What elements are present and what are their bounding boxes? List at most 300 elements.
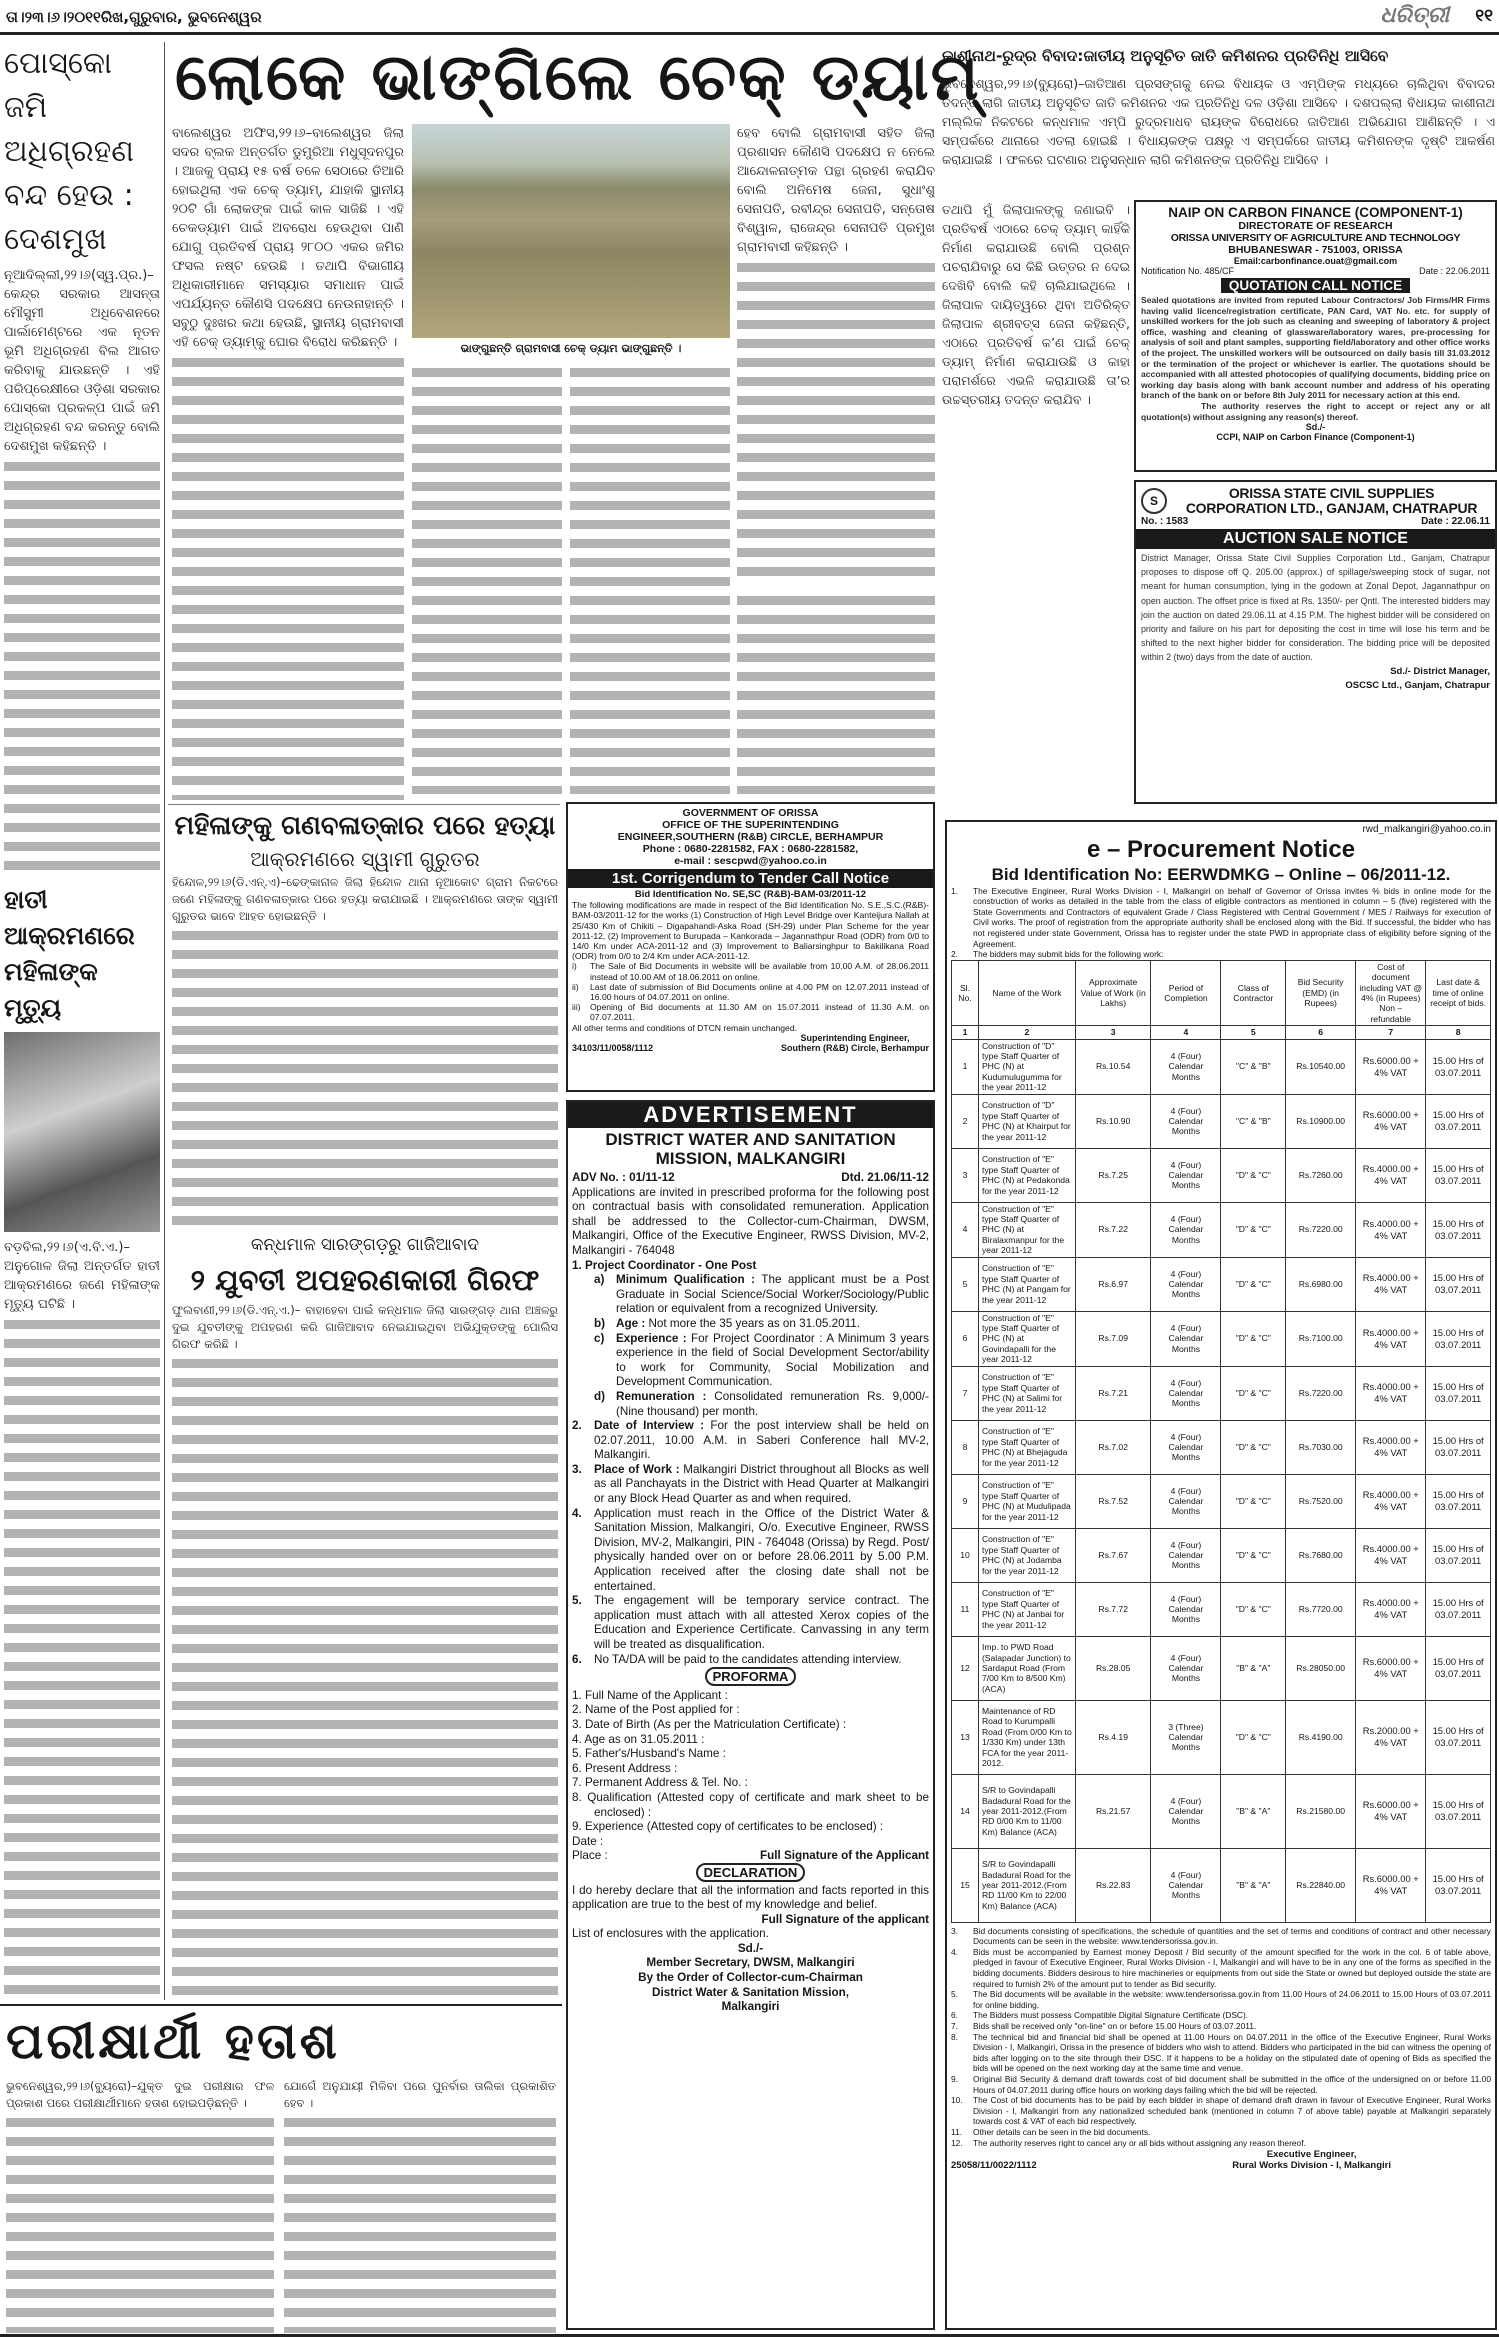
main-body-2: ହେବ ବୋଲି ଗ୍ରାମବାସୀ ସହିତ ଜିଲା ପ୍ରଶାସନ କୌଣସି ପଦକ୍ଷେପ ନ ନେଲେ ଆନ୍ଦୋଳନାତ୍ମକ ପନ୍ଥା ଗ୍ରହଣ କରାଯିବ ବୋଲି ଅନିମେଷ ଜେନା, ସୁଧାଂଶୁ ସେନାପତି, ରବୀନ୍ଦ୍ର ସେନାପତି, ସନ୍ତୋଷ ବିଶ୍ୱାଳ, ରାଜେନ୍ଦ୍ର ସେନାପତି ପ୍ରମୁଖ ଗ୍ରାମବାସୀ କହିଛନ୍ତି । [737, 126, 935, 255]
rape-body: ହିନ୍ଦୋଳ,୨୨।୬(ଡି.ଏନ୍.ଏ)–ଢେଙ୍କାନାଳ ଜିଲା ହିନ୍ଦୋଳ ଥାନା ନୂଆକୋଟ ଗ୍ରାମ ନିକଟରେ ଜଣେ ମହିଳାଙ୍କୁ ଗଣବଳାତ୍କାର ପରେ ହତ୍ୟା କରାଯାଇଛି । ଆକ୍ରମଣରେ ତାଙ୍କ ସ୍ୱାମୀ ଗୁରୁତର ଭାବେ ଆହତ ହୋଇଛନ୍ତି । [172, 875, 558, 923]
eproc-note-content: Bids must be accompanied by Earnest money Deposit / Bid security of the amount specified for the work in the col. 6 of table above, pledged in favour of Executive Engineer, Rural Works Division - I, Malkangiri and will have to be in any one of the forms as specified in the bidding documents. Bidders desirous to hire machineries or equipments from out side the State or owned but deployed outside the state are required to furnish 2% of the amount put to tender as Bid security. [973, 1946, 1491, 1989]
dwsm-point-number: 5. [572, 1594, 582, 1608]
dwsm-point-content: No TA/DA will be paid to the candidates attending interview. [594, 1652, 902, 1666]
cell-sl-no: 6 [952, 1311, 979, 1366]
cell-emd: Rs.28050.00 [1286, 1636, 1356, 1700]
dwsm-point [572, 1463, 929, 1507]
cell-emd: Rs.10540.00 [1286, 1039, 1356, 1094]
eproc-note [951, 2138, 1491, 2149]
dwsm-sd: Sd./- [737, 1941, 764, 1955]
cell-sl-no: 8 [952, 1420, 979, 1474]
proforma-signature-label: Full Signature of the Applicant [759, 1849, 929, 1863]
column-header: Last date & time of online receipt of bids. [1426, 960, 1491, 1025]
proforma-item: 9. Experience (Attested copy of certificates to be enclosed) : [572, 1820, 884, 1834]
cell-last-date: 15.00 Hrs of 03.07.2011 [1426, 1148, 1491, 1202]
dwsm-sign-4: Malkangiri [721, 2000, 780, 2014]
table-row [952, 1366, 1491, 1420]
proforma-item: 1. Full Name of the Applicant : [572, 1688, 728, 1702]
corrigendum-org-3: ENGINEER,SOUTHERN (R&B) CIRCLE, BERHAMPUR [617, 831, 884, 843]
cell-doc-cost: Rs.6000.00 + 4% VAT [1356, 1848, 1426, 1922]
declaration-text: I do hereby declare that all the information and facts reported in this application are true to the best of my knowledge and belief. [572, 1883, 929, 1912]
corrigendum-items [572, 961, 929, 1022]
column-header: Bid Security (EMD) (in Rupees) [1286, 960, 1356, 1025]
eproc-sign-1: Executive Engineer, [1266, 2149, 1357, 2161]
eproc-note-content: Other details can be seen in the bid documents. [973, 2126, 1151, 2137]
table-row [952, 1202, 1491, 1257]
oscsc-logo-letter: S [1149, 494, 1158, 508]
corrigendum-item-content: Last date of submission of Bid Documents online at 4.00 PM on 12.07.2011 instead of 16.00 hours of 04.07.2011 on online. [590, 981, 929, 1003]
posco-headline: ପୋସ୍କୋ ଜମି ଅଧିଗ୍ରହଣ ବନ୍ଦ ହେଉ : ଦେଶମୁଖ [4, 46, 134, 257]
header-rule [0, 32, 1499, 35]
table-row [952, 1774, 1491, 1848]
dwsm-adv-no: ADV No. : 01/11-12 [572, 1171, 675, 1184]
eproc-note-text [973, 2021, 1491, 2032]
cell-emd: Rs.7520.00 [1286, 1474, 1356, 1528]
corrigendum-notice [566, 802, 935, 1092]
cell-emd: Rs.22840.00 [1286, 1848, 1356, 1922]
oscsc-banner: AUCTION SALE NOTICE [1136, 529, 1495, 549]
corrigendum-sign-1: Superintending Engineer, [800, 1032, 910, 1043]
eproc-intro-item-content: The bidders may submit bids for the following work: [973, 949, 1164, 960]
dwsm-post-detail-label: Experience : [616, 1331, 687, 1345]
proforma-item: 8. Qualification (Attested copy of certificate and mark sheet to be enclosed) : [572, 1790, 929, 1819]
cell-emd: Rs.21580.00 [1286, 1774, 1356, 1848]
main-body-col-3 [412, 362, 562, 794]
proforma-item: 7. Permanent Address & Tel. No. : [572, 1776, 748, 1790]
corrigendum-ref: 34103/11/0058/1112 [572, 1043, 654, 1054]
cell-period: 4 (Four) Calendar Months [1151, 1848, 1221, 1922]
eproc-note-text [973, 2010, 1491, 2021]
corrigendum-item-text [590, 982, 929, 1002]
oscsc-title-1: ORISSA STATE CIVIL SUPPLIES [1228, 485, 1435, 501]
exam-text-continued [6, 2112, 274, 2333]
column-header: Sl. No. [952, 960, 979, 1025]
cell-work-name: Construction of "E" type Staff Quarter of PHC (N) at Pangam for the year 2011-12 [978, 1257, 1075, 1311]
eproc-note-content: Bid documents consisting of specifications, the schedule of quantities and the set of terms and conditions of contract and other necessary Documents can be seen in the website: www.tendersorissa.gov.in. [973, 1925, 1491, 1947]
cell-class: "B" & "A" [1221, 1774, 1286, 1848]
cell-value: Rs.28.05 [1075, 1636, 1150, 1700]
dwsm-post-detail-text [616, 1332, 929, 1390]
cell-sl-no: 14 [952, 1774, 979, 1848]
eproc-note-content: The Bid documents will be available in the website: www.tendersorissa.gov.in from 11.00 Hours of 24.06.2011 to 15.00 Hours of 03.07.2011 for online bidding. [973, 1989, 1491, 2010]
declaration-signature-label: Full Signature of the applicant [761, 1912, 929, 1926]
section-rule-bottom [0, 2004, 562, 2006]
cell-work-name: Maintenance of RD Road to Kurumpalli Road (From 0/00 Km to 1/330 Km) under 13th FCA for the year 2011-2012. [978, 1700, 1075, 1774]
naip-reserve: The authority reserves the right to accept or reject any or all quotation(s) without assigning any reason(s) thereof. [1141, 400, 1490, 422]
cell-period: 4 (Four) Calendar Months [1151, 1202, 1221, 1257]
cell-doc-cost: Rs.6000.00 + 4% VAT [1356, 1094, 1426, 1148]
naip-quotation-notice [1134, 200, 1497, 472]
cell-sl-no: 2 [952, 1094, 979, 1148]
cell-sl-no: 11 [952, 1582, 979, 1636]
masthead: ଧରିତ୍ରୀ [1380, 3, 1449, 28]
cell-period: 4 (Four) Calendar Months [1151, 1420, 1221, 1474]
dwsm-post-detail [594, 1317, 929, 1332]
eproc-note-number: 3. [951, 1925, 958, 1936]
cell-emd: Rs.7220.00 [1286, 1202, 1356, 1257]
cell-class: "D" & "C" [1221, 1257, 1286, 1311]
dwsm-banner: ADVERTISEMENT [568, 1102, 933, 1128]
column-number: 3 [1075, 1026, 1150, 1039]
cell-doc-cost: Rs.4000.00 + 4% VAT [1356, 1420, 1426, 1474]
cell-work-name: Construction of "D" type Staff Quarter of PHC (N) at Khairput for the year 2011-12 [978, 1094, 1075, 1148]
eproc-note-content: Original Bid Security & demand draft towards cost of bid document shall be submitted in the office of the undersigned on or before 11.00 Hours of 04.07.2011 during office hours on working days failing which the bid will be rejected. [973, 2074, 1491, 2095]
cell-emd: Rs.7030.00 [1286, 1420, 1356, 1474]
column-number: 6 [1286, 1026, 1356, 1039]
dwsm-point-label: Date of Interview : [594, 1419, 704, 1433]
table-row [952, 1039, 1491, 1094]
dwsm-point-content: The engagement will be temporary service contract. The application must attach with all attested Xerox copies of the Education and Experience Certificate. Canvassing in any term will be treated as disqualification. [594, 1594, 929, 1651]
naip-sd: Sd./- [1305, 422, 1326, 433]
posco-body: ନୂଆଦିଲ୍ଲୀ,୨୨।୬(ସ୍ୱ.ପ୍ର.)–କେନ୍ଦ୍ର ସରକାର ଆସନ୍ତା ମୌସୁମୀ ଅଧିବେଶନରେ ପାର୍ଲାମେଣ୍ଟରେ ଏକ ନୂତନ ଭୂମି ଅଧିଗ୍ରହଣ ବିଲ ଆଗତ କରିବାକୁ ଯାଉଛନ୍ତି । ଏହି ପରିପ୍ରେକ୍ଷୀରେ ଓଡ଼ିଶା ସରକାର ପୋସ୍କୋ ପ୍ରକଳ୍ପ ପାଇଁ ଜମି ଅଧିଗ୍ରହଣ ବନ୍ଦ କରନ୍ତୁ ବୋଲି ଦେଶମୁଖ କହିଛନ୍ତି । [4, 268, 160, 454]
cell-last-date: 15.00 Hrs of 03.07.2011 [1426, 1366, 1491, 1420]
dwsm-post-detail-content: Consolidated remuneration Rs. 9,000/- (Nine thousand) per month. [616, 1389, 929, 1418]
eproc-bid-id: Bid Identification No: EERWDMKG – Online – 06/2011-12. [991, 864, 1451, 884]
column-number: 1 [952, 1026, 979, 1039]
cell-value: Rs.7.25 [1075, 1148, 1150, 1202]
corrigendum-item-number: i) [572, 961, 577, 972]
section-rule [168, 804, 560, 805]
cell-value: Rs.7.72 [1075, 1582, 1150, 1636]
cell-class: "B" & "A" [1221, 1636, 1286, 1700]
eproc-note-content: The Bidders must possess Compatible Digital Signature Certificate (DSC). [973, 2010, 1249, 2021]
dwsm-point-text [594, 1463, 929, 1507]
cell-last-date: 15.00 Hrs of 03.07.2011 [1426, 1528, 1491, 1582]
cell-last-date: 15.00 Hrs of 03.07.2011 [1426, 1774, 1491, 1848]
cell-emd: Rs.6980.00 [1286, 1257, 1356, 1311]
eproc-footer [951, 2150, 1491, 2171]
main-body-col-5 [737, 590, 935, 794]
dwsm-point-number: 4. [572, 1506, 582, 1520]
dwsm-ref-row [572, 1171, 929, 1186]
proforma-item: 6. Present Address : [572, 1761, 678, 1775]
cell-last-date: 15.00 Hrs of 03.07.2011 [1426, 1257, 1491, 1311]
dwsm-title: DISTRICT WATER AND SANITATION MISSION, MALKANGIRI [605, 1130, 896, 1168]
proforma-heading [572, 1670, 929, 1686]
cell-period: 4 (Four) Calendar Months [1151, 1474, 1221, 1528]
oscsc-auction-notice [1134, 480, 1497, 804]
cell-period: 4 (Four) Calendar Months [1151, 1774, 1221, 1848]
column-header: Class of Contractor [1221, 960, 1286, 1025]
main-text-continued [172, 352, 404, 800]
dwsm-point-number: 3. [572, 1462, 582, 1476]
eproc-note-number: 5. [951, 1989, 958, 2000]
eproc-intro-item-text [973, 886, 1491, 950]
cell-class: "D" & "C" [1221, 1311, 1286, 1366]
declaration-heading [572, 1866, 929, 1882]
eproc-sign-2: Rural Works Division - I, Malkangiri [1232, 2159, 1391, 2171]
corrigendum-email: e-mail : sescpwd@yahoo.co.in [674, 855, 827, 867]
dwsm-point-content: Malkangiri District throughout all Blocks as well as all Panchayats in the District with Head Quarter at Malkangiri or any Block Head Quarter as and when required. [594, 1462, 929, 1506]
dwsm-sign-1: Member Secretary, DWSM, Malkangiri [646, 1956, 855, 1970]
dwsm-point-text [594, 1594, 929, 1652]
cell-class: "D" & "C" [1221, 1202, 1286, 1257]
cell-sl-no: 1 [952, 1039, 979, 1094]
eproc-note [951, 1947, 1491, 1989]
eproc-note-content: The Cost of bid documents has to be paid by each bidder in shape of demand draft drawn in favour of Executive Engineer, Rural Works Division - I, Malkangiri from any nationalized scheduled bank (mentioned in column 7 of above table) payable at Malkangiri separately towards cost & VAT of each bid respectively. [973, 2095, 1491, 2127]
column-number: 4 [1151, 1026, 1221, 1039]
kidnap-article [172, 1232, 558, 2002]
proforma-item: 5. Father's/Husband's Name : [572, 1747, 726, 1761]
cell-work-name: Construction of "E" type Staff Quarter of PHC (N) at Pedakonda for the year 2011-12 [978, 1148, 1075, 1202]
dwsm-point-label: Place of Work : [594, 1462, 680, 1476]
cell-last-date: 15.00 Hrs of 03.07.2011 [1426, 1094, 1491, 1148]
cell-value: Rs.7.52 [1075, 1474, 1150, 1528]
eproc-note-text [973, 2074, 1491, 2095]
cell-last-date: 15.00 Hrs of 03.07.2011 [1426, 1420, 1491, 1474]
dwsm-post-detail-label: Minimum Qualification : [616, 1273, 755, 1287]
corrigendum-intro: The following modifications are made in respect of the Bid Identification No. S.E.,S.C.(R&B)-BAM-03/2011-12 for the works (1) Construction of High Level Bridge over Kanteijura Nallah at 25/430 Km of Chikiti – Digapahandi-Aska Road (SH-29) under Plan Scheme for the year 2011-12, (2) Improvement to Burupada – Kankorada – Jagannathpur Road (ODR) from 0/0 to 14/0 Km under ACA-2011-12 and (3) Improvement to Baliarsinghpur to Bakilikana Road (ODR) from 0/0 to 2/4 Km under ACA-2011-12. [572, 900, 929, 962]
eproc-note-content: Bids shall be received only "on-line" on or before 15.00 Hours of 03.07.2011. [973, 2021, 1257, 2032]
cell-period: 4 (Four) Calendar Months [1151, 1257, 1221, 1311]
corrigendum-item [572, 961, 929, 981]
posco-article [4, 42, 160, 877]
kidnap-body: ଫୁଲବାଣୀ,୨୨।୬(ଡି.ଏନ୍.ଏ.)– ବାହାହେବା ପାଇଁ କନ୍ଧମାଳ ଜିଲା ସାରଙ୍ଗଡ଼ ଥାନା ଅଞ୍ଚଳରୁ ଦୁଇ ଯୁବତୀଙ୍କୁ ଅପହରଣ କରି ଗାଜିଆବାଦ ନେଇଯାଇଥିବା ଅଭିଯୁକ୍ତଙ୍କୁ ପୋଲିସ ଗିରଫ କରିଛି । [172, 1303, 558, 1351]
main-body-col-4 [570, 362, 730, 794]
kashinath-headline: କାଶୀନାଥ-ରୁଦ୍ର ବିବାଦ:ଜାତୀୟ ଅନୁସୂଚିତ ଜାତି କମିଶନର ପ୍ରତିନିଧି ଆସିବେ [942, 47, 1389, 65]
table-row [952, 1311, 1491, 1366]
table-row [952, 1257, 1491, 1311]
enclosures-label: List of enclosures with the application. [572, 1927, 769, 1941]
dwsm-point [572, 1653, 929, 1668]
table-column-number-row [952, 1026, 1491, 1039]
dwsm-post-detail-number: b) [594, 1316, 606, 1330]
cell-last-date: 15.00 Hrs of 03.07.2011 [1426, 1039, 1491, 1094]
cell-work-name: Construction of "E" type Staff Quarter of PHC (N) at Biralaxmanpur for the year 2011-12 [978, 1202, 1075, 1257]
proforma-item: 3. Date of Birth (As per the Matriculation Certificate) : [572, 1717, 847, 1731]
cell-class: "D" & "C" [1221, 1582, 1286, 1636]
exam-body-1: ଭୁବନେଶ୍ୱର,୨୨।୬(ବ୍ୟୁରୋ)–ଯୁକ୍ତ ଦୁଇ ପରୀକ୍ଷାର ଫଳ ପ୍ରକାଶ ପରେ ପରୀକ୍ଷାର୍ଥୀମାନେ ହତାଶ ହୋଇପଡ଼ିଛନ୍ତି । [6, 2079, 274, 2110]
cell-last-date: 15.00 Hrs of 03.07.2011 [1426, 1636, 1491, 1700]
eproc-note-number: 8. [951, 2031, 958, 2042]
dwsm-point-text [594, 1653, 929, 1668]
dwsm-post-detail-number: a) [594, 1273, 605, 1287]
cell-work-name: Imp. to PWD Road (Salapadar Junction) to Sardaput Road (From 7/00 Km to 8/500 Km) (ACA) [978, 1636, 1075, 1700]
column-number: 7 [1356, 1026, 1426, 1039]
page-bottom-rule [0, 2334, 1499, 2337]
oscsc-title-2: CORPORATION LTD., GANJAM, CHATRAPUR [1185, 500, 1478, 516]
cell-last-date: 15.00 Hrs of 03.07.2011 [1426, 1582, 1491, 1636]
column-number: 8 [1426, 1026, 1491, 1039]
naip-directorate: DIRECTORATE OF RESEARCH [1238, 220, 1393, 232]
cell-sl-no: 13 [952, 1700, 979, 1774]
naip-signatory: CCPI, NAIP on Carbon Finance (Component-1) [1216, 432, 1415, 443]
cell-work-name: Construction of "E" type Staff Quarter of PHC (N) at Mudulipada for the year 2011-12 [978, 1474, 1075, 1528]
dwsm-post-detail [594, 1332, 929, 1390]
eproc-note-text [973, 1989, 1491, 2010]
cell-sl-no: 5 [952, 1257, 979, 1311]
eproc-note-number: 6. [951, 2010, 958, 2021]
oscsc-number: No. : 1583 [1141, 516, 1189, 527]
cell-value: Rs.22.83 [1075, 1848, 1150, 1922]
cell-work-name: Construction of "D" type Staff Quarter of PHC (N) at Kudumulugumma for the year 2011-12 [978, 1039, 1075, 1094]
cell-work-name: Construction of "E" type Staff Quarter of PHC (N) at Salimi for the year 2011-12 [978, 1366, 1075, 1420]
eproc-note-content: The authority reserves right to cancel any or all bids without assigning any reason thereof. [973, 2137, 1306, 2148]
eproc-intro-item [951, 886, 1491, 950]
kidnap-kicker: କନ୍ଧମାଳ ସାରଙ୍ଗଡ଼ରୁ ଗାଜିଆବାଦ [250, 1235, 480, 1255]
cell-period: 4 (Four) Calendar Months [1151, 1311, 1221, 1366]
exam-body-col-2 [284, 2078, 556, 2333]
corrigendum-item [572, 982, 929, 1002]
cell-emd: Rs.10900.00 [1286, 1094, 1356, 1148]
cell-work-name: Construction of "E" type Staff Quarter of PHC (N) at Janbai for the year 2011-12 [978, 1582, 1075, 1636]
cell-work-name: Construction of "E" type Staff Quarter of PHC (N) at Jodamba for the year 2011-12 [978, 1528, 1075, 1582]
corrigendum-closing: All other terms and conditions of DTCN remain unchanged. [572, 1022, 797, 1033]
dwsm-post-detail-content: For Project Coordinator : A Minimum 3 years experience in the field of Social Development Sector/ability to work for Community, Social Mobilization and Development Communication. [616, 1331, 929, 1389]
cell-emd: Rs.7260.00 [1286, 1148, 1356, 1202]
cell-work-name: Construction of "E" type Staff Quarter of PHC (N) at Govindapalli for the year 2011-12 [978, 1311, 1075, 1366]
dwsm-post-detail [594, 1390, 929, 1419]
corrigendum-footer [572, 1033, 929, 1053]
column-header: Name of the Work [978, 960, 1075, 1025]
eproc-note-number: 9. [951, 2074, 958, 2084]
cell-class: "D" & "C" [1221, 1528, 1286, 1582]
oscsc-sign-1: Sd./- District Manager, [1390, 665, 1490, 677]
eproc-intro-item-content: The Executive Engineer, Rural Works Division - I, Malkangiri on behalf of Governor of Orissa invites % bids in online mode for the construction of works as detailed in the table from the class of eligible contractors as mentioned in column – 5 (five) registered with the State Governments and Contractors of equivalent Grade / Class Registered with Central Government / MES / Railways for execution of Civil works. The proof of registration from the appropriate authority shall be enclosed along with the Bid. If successful, the bidder who has not registered under state Government, Orissa has to register under the state PWD in appropriate class of eligibility before signing of the Agreement. [973, 885, 1491, 949]
dwsm-post-detail-content: Not more the 35 years as on 31.05.2011. [645, 1316, 861, 1330]
cell-last-date: 15.00 Hrs of 03.07.2011 [1426, 1202, 1491, 1257]
cell-doc-cost: Rs.6000.00 + 4% VAT [1356, 1636, 1426, 1700]
corrigendum-org [572, 807, 929, 867]
cell-emd: Rs.7100.00 [1286, 1311, 1356, 1366]
cell-class: "D" & "C" [1221, 1366, 1286, 1420]
cell-period: 4 (Four) Calendar Months [1151, 1582, 1221, 1636]
corrigendum-org-2: OFFICE OF THE SUPERINTENDING [662, 819, 839, 831]
oscsc-date: Date : 22.06.11 [1421, 516, 1490, 527]
cell-last-date: 15.00 Hrs of 03.07.2011 [1426, 1848, 1491, 1922]
corrigendum-phone: Phone : 0680-2281582, FAX : 0680-2281582, [642, 843, 859, 855]
cell-sl-no: 7 [952, 1366, 979, 1420]
kidnap-headline: ୨ ଯୁବତୀ ଅପହରଣକାରୀ ଗିରଫ [190, 1263, 540, 1297]
cell-value: Rs.21.57 [1075, 1774, 1150, 1848]
dwsm-post-detail-text [616, 1273, 929, 1317]
eproc-intro-item-number: 1. [951, 885, 958, 896]
proforma-list [572, 1689, 929, 1835]
cell-period: 4 (Four) Calendar Months [1151, 1148, 1221, 1202]
eproc-works-table [951, 960, 1491, 1923]
cell-doc-cost: Rs.4000.00 + 4% VAT [1356, 1257, 1426, 1311]
cell-period: 4 (Four) Calendar Months [1151, 1366, 1221, 1420]
dwsm-point-number: 2. [572, 1419, 582, 1433]
cell-period: 4 (Four) Calendar Months [1151, 1636, 1221, 1700]
elephant-body: ବଡ଼ବିଲ,୨୨।୬(ଏ.ବି.ଏ.)–ଅନୁଗୋଳ ଜିଲା ଅନ୍ତର୍ଗତ ହାତୀ ଆକ୍ରମଣରେ ଜଣେ ମହିଳାଙ୍କ ମୃତ୍ୟୁ ଘଟିଛି । [4, 1240, 160, 1312]
eproc-note-text [973, 2095, 1491, 2127]
cell-value: Rs.7.09 [1075, 1311, 1150, 1366]
elephant-article [4, 882, 160, 2000]
naip-banner: QUOTATION CALL NOTICE [1221, 278, 1410, 293]
check-dam-photo [412, 124, 730, 338]
eproc-intro [951, 886, 1491, 960]
cell-sl-no: 12 [952, 1636, 979, 1700]
corrigendum-item-content: Opening of Bid documents at 11.30 AM on 15.07.2011 instead of 11.30 A.M. on 07.07.2011. [590, 1002, 929, 1023]
dwsm-post-detail-label: Remuneration : [616, 1389, 707, 1403]
corrigendum-org-1: GOVERNMENT OF ORISSA [682, 807, 819, 819]
cell-work-name: Construction of "E" type Staff Quarter of PHC (N) at Bhejaguda for the year 2011-12 [978, 1420, 1075, 1474]
cell-emd: Rs.4190.00 [1286, 1700, 1356, 1774]
rape-text-continued [172, 925, 558, 1228]
cell-value: Rs.7.22 [1075, 1202, 1150, 1257]
cell-emd: Rs.7220.00 [1286, 1366, 1356, 1420]
oscsc-header [1141, 486, 1490, 516]
cell-value: Rs.10.90 [1075, 1094, 1150, 1148]
table-row [952, 1582, 1491, 1636]
cell-value: Rs.7.02 [1075, 1420, 1150, 1474]
dwsm-point-content: Application must reach in the Office of the District Water & Sanitation Mission, Malkangiri, O/o. Executive Engineer, RWSS Division, MV-2, Malkangiri, PIN - 764048 (Orissa) by Regd. Post/ physically handed over on or before 28.06.2011 by 5.00 P.M. Application received after the closing date shall not be entertained. [594, 1506, 929, 1593]
rape-subhead: ଆକ୍ରମଣରେ ସ୍ୱାମୀ ଗୁରୁତର [250, 847, 480, 871]
proforma-title: PROFORMA [705, 1667, 797, 1686]
dwsm-intro: Applications are invited in prescribed proforma for the following post on contractual basis with consolidated remuneration. Application shall be addressed to the Collector-cum-Chairman, DWSM, Malkangiri, Office of the Executive Engineer, RWSS Division, MV-2, Malkangiri - 764048 [572, 1185, 929, 1257]
dwsm-post-detail-label: Age : [616, 1316, 646, 1330]
eproc-notes [951, 1926, 1491, 2148]
column-number: 5 [1221, 1026, 1286, 1039]
corrigendum-item-content: The Sale of Bid Documents in website will be available from 10.00 A.M. of 28.06.2011 instead of 10.00 AM of 18.06.2011 on online. [590, 961, 929, 982]
eproc-note [951, 2021, 1491, 2032]
table-row [952, 1420, 1491, 1474]
cell-sl-no: 3 [952, 1148, 979, 1202]
eproc-note [951, 2074, 1491, 2095]
dwsm-post-detail-text [616, 1317, 929, 1332]
table-header-row [952, 960, 1491, 1025]
cell-period: 4 (Four) Calendar Months [1151, 1039, 1221, 1094]
oscsc-logo [1141, 488, 1167, 514]
eproc-note-text [973, 2032, 1491, 2074]
cell-doc-cost: Rs.4000.00 + 4% VAT [1356, 1582, 1426, 1636]
cell-doc-cost: Rs.6000.00 + 4% VAT [1356, 1039, 1426, 1094]
eproc-intro-item-number: 2. [951, 949, 958, 960]
cell-emd: Rs.7720.00 [1286, 1582, 1356, 1636]
cell-doc-cost: Rs.4000.00 + 4% VAT [1356, 1366, 1426, 1420]
dwsm-date: Dtd. 21.06/11-12 [841, 1171, 929, 1184]
exam-body-2: ଯୋଗେଁ ଅନୁଯାୟୀ ମିଳିବା ପରେ ପୁନର୍ବାର ତାଲିକା ପ୍ରକାଶିତ ହେବ । [284, 2079, 556, 2110]
naip-university: ORISSA UNIVERSITY OF AGRICULTURE AND TECHNOLOGY [1170, 232, 1461, 244]
proforma-item: 2. Name of the Post applied for : [572, 1703, 740, 1717]
proforma-place-label: Place : [572, 1849, 608, 1863]
cell-sl-no: 15 [952, 1848, 979, 1922]
column-header: Cost of document including VAT @ 4% (in Rupees) Non – refundable [1356, 960, 1426, 1025]
naip-notification-no: Notification No. 485/CF [1141, 266, 1235, 276]
cell-doc-cost: Rs.6000.00 + 4% VAT [1356, 1774, 1426, 1848]
eproc-ref: 25058/11/0022/1112 [951, 2159, 1037, 2171]
cell-emd: Rs.7680.00 [1286, 1528, 1356, 1582]
cell-class: "D" & "C" [1221, 1700, 1286, 1774]
cell-value: Rs.4.19 [1075, 1700, 1150, 1774]
eproc-intro-item [951, 949, 1491, 960]
eproc-note-number: 10. [951, 2095, 963, 2106]
cell-doc-cost: Rs.4000.00 + 4% VAT [1356, 1202, 1426, 1257]
eproc-note [951, 2127, 1491, 2138]
dwsm-point [572, 1507, 929, 1595]
cell-period: 3 (Three) Calendar Months [1151, 1700, 1221, 1774]
dwsm-sign-2: By the Order of Collector-cum-Chairman [638, 1971, 863, 1985]
cell-value: Rs.7.67 [1075, 1528, 1150, 1582]
cell-period: 4 (Four) Calendar Months [1151, 1528, 1221, 1582]
elephant-headline: ହାତୀ ଆକ୍ରମଣରେ ମହିଳାଙ୍କ ମୃତ୍ୟୁ [4, 885, 135, 1022]
table-row [952, 1848, 1491, 1922]
corrigendum-item-number: ii) [572, 981, 579, 992]
main-text-continued [737, 257, 935, 584]
dwsm-post: 1. Project Coordinator - One Post [572, 1258, 757, 1272]
column-header: Approximate Value of Work (in Lakhs) [1075, 960, 1150, 1025]
kashinath-body: ଭୁବନେଶ୍ୱର,୨୨।୬(ବ୍ୟୁରୋ)–ଜାତିଆଣ ପ୍ରସଙ୍ଗକୁ ନେଇ ବିଧାୟକ ଓ ଏମ୍ପିଙ୍କ ମଧ୍ୟରେ ଚାଲିଥିବା ବିବାଦର ତଦନ୍ତ ଲାଗି ଜାତୀୟ ଅନୁସୂଚିତ ଜାତି କମିଶନର ଏକ ପ୍ରତିନିଧି ଦଳ ଓଡ଼ିଶା ଆସିବେ । ଦଶପଲ୍ଲା ବିଧାୟକ କାଶୀନାଥ ମଲ୍ଲିକ ନିକଟରେ କନ୍ଧମାଳ ଏମ୍ପି ରୁଦ୍ରମାଧବ ରାୟଙ୍କ ବିରୋଧରେ ଜାତିଆଣ ଅଭିଯୋଗ ଆଣିଛନ୍ତି । ଏ ସମ୍ପର୍କରେ ଥାନାରେ ଏତଲା ହୋଇଛି । ବିଧାୟକଙ୍କ ପକ୍ଷରୁ ଏ ସମ୍ପର୍କରେ ଜାତୀୟ କମିଶନଙ୍କ ଦୃଷ୍ଟି ଆକର୍ଷଣ କରାଯାଇଛି । ଫଳରେ ଘଟଣାର ଅନୁସନ୍ଧାନ ଲାଗି କମିଶନଙ୍କ ପ୍ରତିନିଧି ଆସିବେ । [942, 76, 1495, 167]
dwsm-post-detail-content: The applicant must be a Post Graduate in Social Science/Social Worker/Sociology/Public relation or equivalent from a recognized University. [616, 1273, 929, 1316]
main-body-1: ବାଲେଶ୍ୱର ଅଫିସ,୨୨।୬–ବାଲେଶ୍ୱର ଜିଲା ସଦର ବ୍ଲକ ଅନ୍ତର୍ଗତ ଡୁମୁରିଆ ମଧୁସୂଦନପୁର । ଆଜକୁ ପ୍ରାୟ ୧୫ ବର୍ଷ ତଳେ ସେଠାରେ ତିଆରି ହୋଇଥିଲା ଏକ ଚେକ୍ ଡ୍ୟାମ୍, ଯାହାକି ସ୍ଥାନୀୟ ୨୦ଟି ଗାଁ ଲୋକଙ୍କ ପାଇଁ କାଳ ସାଜିଛି । ଏହି ଚେକଡ୍ୟାମ ପାଇଁ ଅବରୋଧ ହେଉଥିବା ପାଣି ଯୋଗୁ ପ୍ରତିବର୍ଷ ପ୍ରାୟ ୨୮୦୦ ଏକର ଜମିର ଫସଲ ନଷ୍ଟ ହେଉଛି । ତଥାପି ବିଭାଗୀୟ ଅଧିକାରୀମାନେ ସମସ୍ୟାର ସମାଧାନ ପାଇଁ ଏପର୍ଯ୍ୟନ୍ତ କୌଣସି ପଦକ୍ଷେପ ନେଉନାହାନ୍ତି । ସବୁଠୁ ଦୁଃଖର କଥା ହେଉଛି, ସ୍ଥାନୀୟ ଗ୍ରାମବାସୀ ଏହି ଚେକ୍ ଡ୍ୟାମ୍‌କୁ ଘୋର ବିରୋଧ କରିଛନ୍ତି । [172, 126, 404, 350]
column-header: Period of Completion [1151, 960, 1221, 1025]
cell-last-date: 15.00 Hrs of 03.07.2011 [1426, 1311, 1491, 1366]
cell-doc-cost: Rs.2000.00 + 4% VAT [1356, 1700, 1426, 1774]
dwsm-post-detail-text [616, 1390, 929, 1419]
cell-value: Rs.6.97 [1075, 1257, 1150, 1311]
cell-doc-cost: Rs.4000.00 + 4% VAT [1356, 1148, 1426, 1202]
